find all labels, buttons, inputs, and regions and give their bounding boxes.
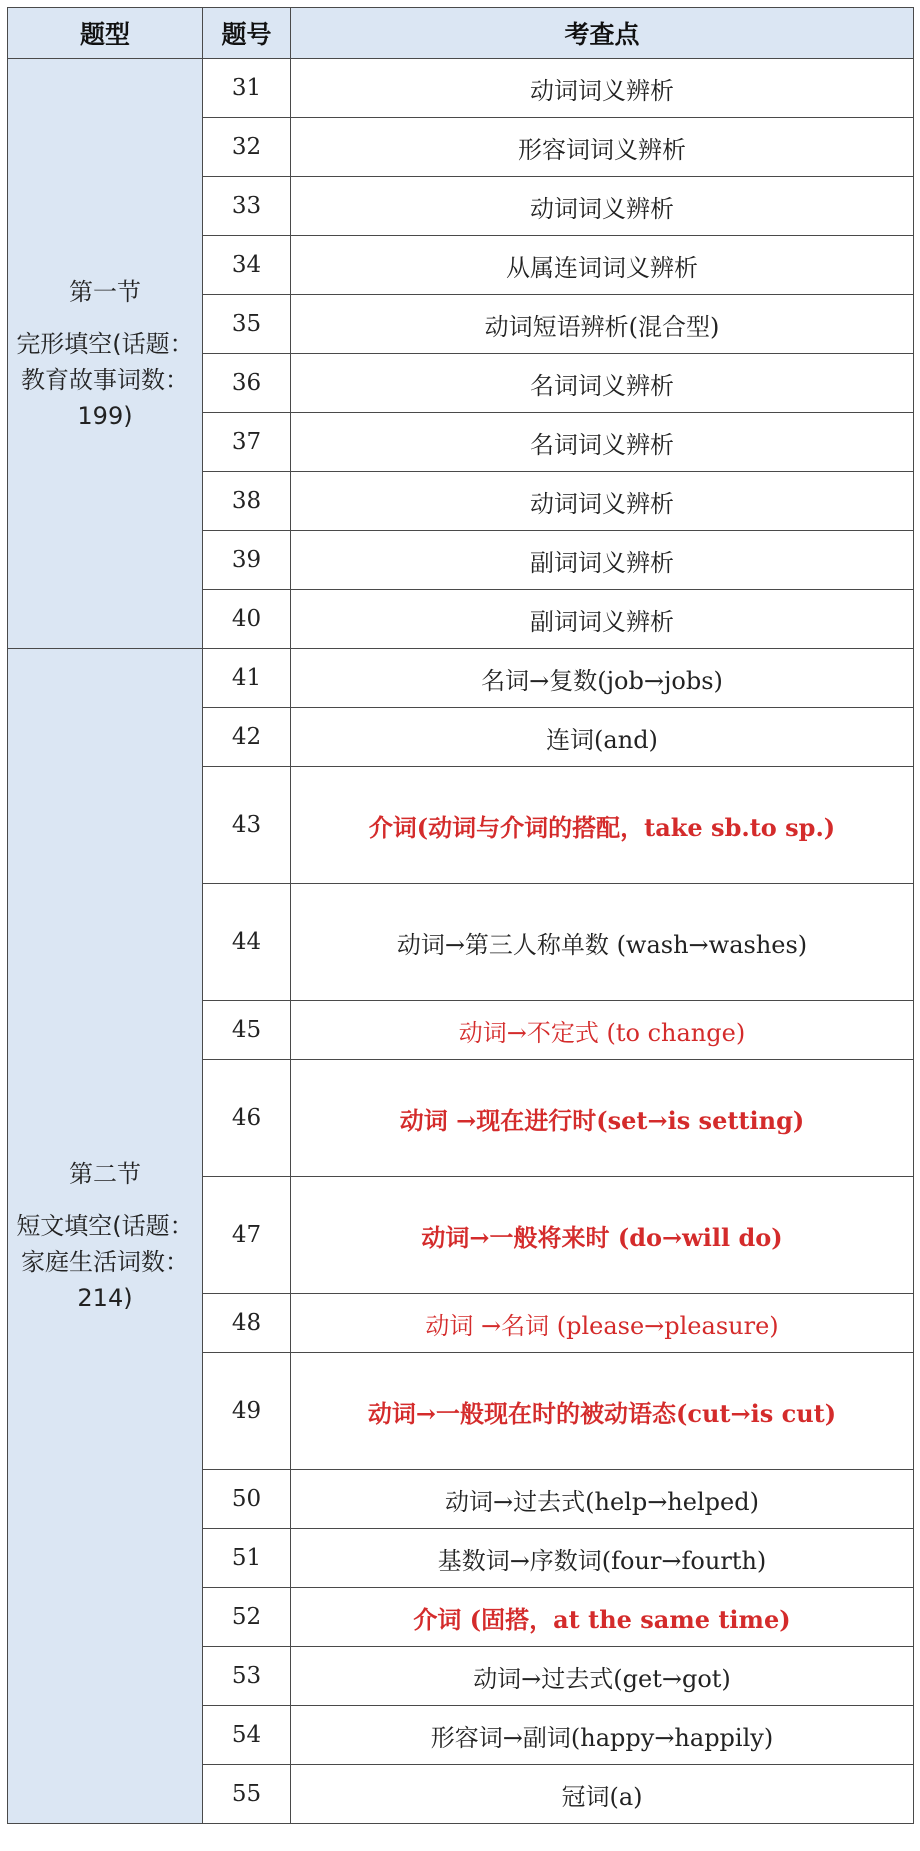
test-point: 名词→复数(job→jobs) xyxy=(291,649,914,708)
question-number: 39 xyxy=(203,531,291,590)
table-row xyxy=(8,59,914,118)
question-number: 41 xyxy=(203,649,291,708)
question-number: 51 xyxy=(203,1529,291,1588)
test-point: 基数词→序数词(four→fourth) xyxy=(291,1529,914,1588)
question-number: 53 xyxy=(203,1647,291,1706)
question-number: 38 xyxy=(203,472,291,531)
question-number: 43 xyxy=(203,767,291,884)
question-number: 45 xyxy=(203,1001,291,1060)
question-number: 33 xyxy=(203,177,291,236)
question-number: 44 xyxy=(203,884,291,1001)
section-type-cell xyxy=(8,649,203,1824)
test-point: 介词 (固搭，at the same time) xyxy=(291,1588,914,1647)
section-description: 短文填空(话题：家庭生活词数：214) xyxy=(16,1212,194,1312)
section-title: 第二节 xyxy=(69,1160,141,1188)
question-number: 37 xyxy=(203,413,291,472)
question-number: 49 xyxy=(203,1353,291,1470)
test-point: 动词 →现在进行时(set→is setting) xyxy=(291,1060,914,1177)
test-point: 动词词义辨析 xyxy=(291,59,914,118)
question-number: 34 xyxy=(203,236,291,295)
test-point: 介词(动词与介词的搭配，take sb.to sp.) xyxy=(291,767,914,884)
question-number: 35 xyxy=(203,295,291,354)
question-number: 54 xyxy=(203,1706,291,1765)
exam-analysis-table xyxy=(7,7,914,1824)
test-point: 形容词词义辨析 xyxy=(291,118,914,177)
test-point: 动词→不定式 (to change) xyxy=(291,1001,914,1060)
question-number: 55 xyxy=(203,1765,291,1824)
question-number: 40 xyxy=(203,590,291,649)
question-number: 31 xyxy=(203,59,291,118)
question-number: 48 xyxy=(203,1294,291,1353)
test-point: 动词词义辨析 xyxy=(291,472,914,531)
question-number: 32 xyxy=(203,118,291,177)
question-number: 52 xyxy=(203,1588,291,1647)
header-type: 题型 xyxy=(8,8,203,59)
table-body xyxy=(8,59,914,1824)
test-point: 名词词义辨析 xyxy=(291,354,914,413)
question-number: 42 xyxy=(203,708,291,767)
test-point: 形容词→副词(happy→happily) xyxy=(291,1706,914,1765)
test-point: 连词(and) xyxy=(291,708,914,767)
section-title: 第一节 xyxy=(69,277,141,306)
header-point: 考查点 xyxy=(291,8,914,59)
question-number: 36 xyxy=(203,354,291,413)
section-type-cell xyxy=(8,59,203,649)
test-point: 动词→过去式(help→helped) xyxy=(291,1470,914,1529)
table-row xyxy=(8,649,914,708)
question-number: 47 xyxy=(203,1177,291,1294)
question-number: 50 xyxy=(203,1470,291,1529)
test-point: 动词→第三人称单数 (wash→washes) xyxy=(291,884,914,1001)
test-point: 冠词(a) xyxy=(291,1765,914,1824)
question-number: 46 xyxy=(203,1060,291,1177)
table-header xyxy=(8,8,914,59)
test-point: 副词词义辨析 xyxy=(291,590,914,649)
test-point: 动词 →名词 (please→pleasure) xyxy=(291,1294,914,1353)
test-point: 动词词义辨析 xyxy=(291,177,914,236)
test-point: 副词词义辨析 xyxy=(291,531,914,590)
test-point: 名词词义辨析 xyxy=(291,413,914,472)
test-point: 动词→一般现在时的被动语态(cut→is cut) xyxy=(291,1353,914,1470)
test-point: 从属连词词义辨析 xyxy=(291,236,914,295)
test-point: 动词→过去式(get→got) xyxy=(291,1647,914,1706)
test-point: 动词短语辨析(混合型) xyxy=(291,295,914,354)
test-point: 动词→一般将来时 (do→will do) xyxy=(291,1177,914,1294)
section-description: 完形填空(话题：教育故事词数：199) xyxy=(16,329,194,430)
header-number: 题号 xyxy=(203,8,291,59)
